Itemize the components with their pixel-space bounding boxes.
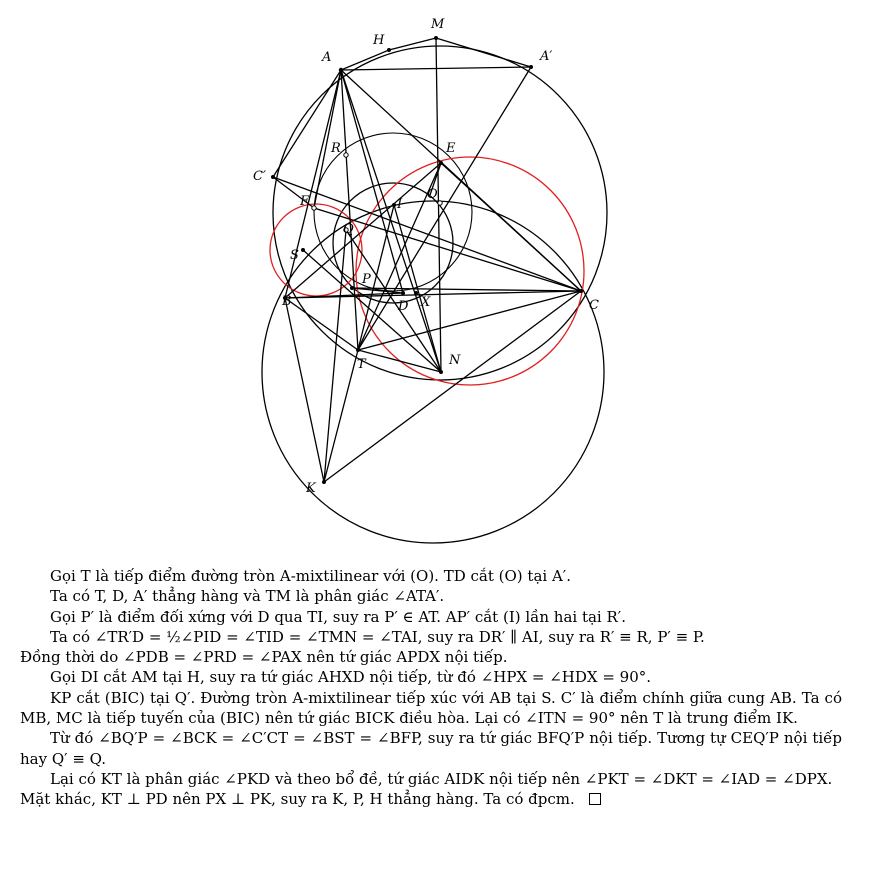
label-C: C: [589, 298, 599, 313]
label-E: E: [446, 141, 456, 156]
label-A-prime: A′: [540, 49, 553, 64]
label-X: X: [421, 295, 431, 310]
figure-lines: [273, 38, 581, 482]
label-N: N: [449, 353, 461, 368]
label-T: T: [357, 357, 366, 372]
label-C-prime: C′: [253, 169, 266, 184]
label-F: F: [300, 194, 310, 209]
paragraph: KP cắt (BIC) tại Q′. Đường tròn A-mixtilinear tiếp xúc với AB tại S. C′ là điểm chính giữa cung AB. Ta có MB, MC là tiếp tuyến của (BIC) nên tứ giác BICK điều hòa. Lại có ∠ITN = 90° nên T là trung điểm IK.: [20, 688, 842, 728]
label-B: B: [282, 294, 292, 309]
label-A: A: [322, 50, 332, 65]
figure-points: [271, 36, 583, 484]
paragraph: Lại có KT là phân giác ∠PKD và theo bổ đề, tứ giác AIDK nội tiếp nên ∠PKT = ∠DKT = ∠IAD = ∠DPX. Mặt khác, KT ⊥ PD nên PX ⊥ PK, suy ra K, P, H thẳng hàng. Ta có đpcm.: [20, 769, 833, 809]
paragraph: Đồng thời do ∠PDB = ∠PRD = ∠PAX nên tứ giác APDX nội tiếp.: [20, 648, 508, 667]
label-H: H: [373, 33, 385, 48]
label-R: R: [331, 141, 341, 156]
label-O: O: [427, 187, 438, 202]
paragraph: Gọi T là tiếp điểm đường tròn A-mixtilinear với (O). TD cắt (O) tại A′.: [50, 567, 571, 585]
red-circle-right: [356, 157, 584, 385]
label-Q: Q: [343, 222, 354, 237]
paragraph: Ta có ∠TR′D = ½∠PID = ∠TID = ∠TMN = ∠TAI, suy ra DR′ ∥ AI, suy ra R′ ≡ R, P′ ≡ P.: [50, 627, 705, 646]
red-circle-left: [270, 204, 362, 296]
label-K: K: [306, 481, 316, 496]
label-D: D: [398, 299, 409, 314]
proof-text: [20, 566, 842, 810]
paragraph: Từ đó ∠BQ′P = ∠BCK = ∠C′CT = ∠BST = ∠BFP, suy ra tứ giác BFQ′P nội tiếp. Tương tự CEQ′P nội tiếp hay Q′ ≡ Q.: [20, 729, 842, 768]
label-M: M: [431, 17, 445, 32]
paragraph: Ta có T, D, A′ thẳng hàng và TM là phân giác ∠ATA′.: [50, 587, 445, 606]
paragraph: Gọi DI cắt AM tại H, suy ra tứ giác AHXD nội tiếp, từ đó ∠HPX = ∠HDX = 90°.: [50, 668, 652, 687]
qed-square: [589, 793, 601, 805]
paragraph-final: [20, 769, 842, 810]
paragraph: Gọi P′ là điểm đối xứng với D qua TI, suy ra P′ ∈ AT. AP′ cắt (I) lần hai tại R′.: [50, 607, 626, 626]
label-P: P: [362, 272, 371, 287]
label-I: I: [397, 197, 403, 212]
label-S: S: [290, 248, 299, 263]
